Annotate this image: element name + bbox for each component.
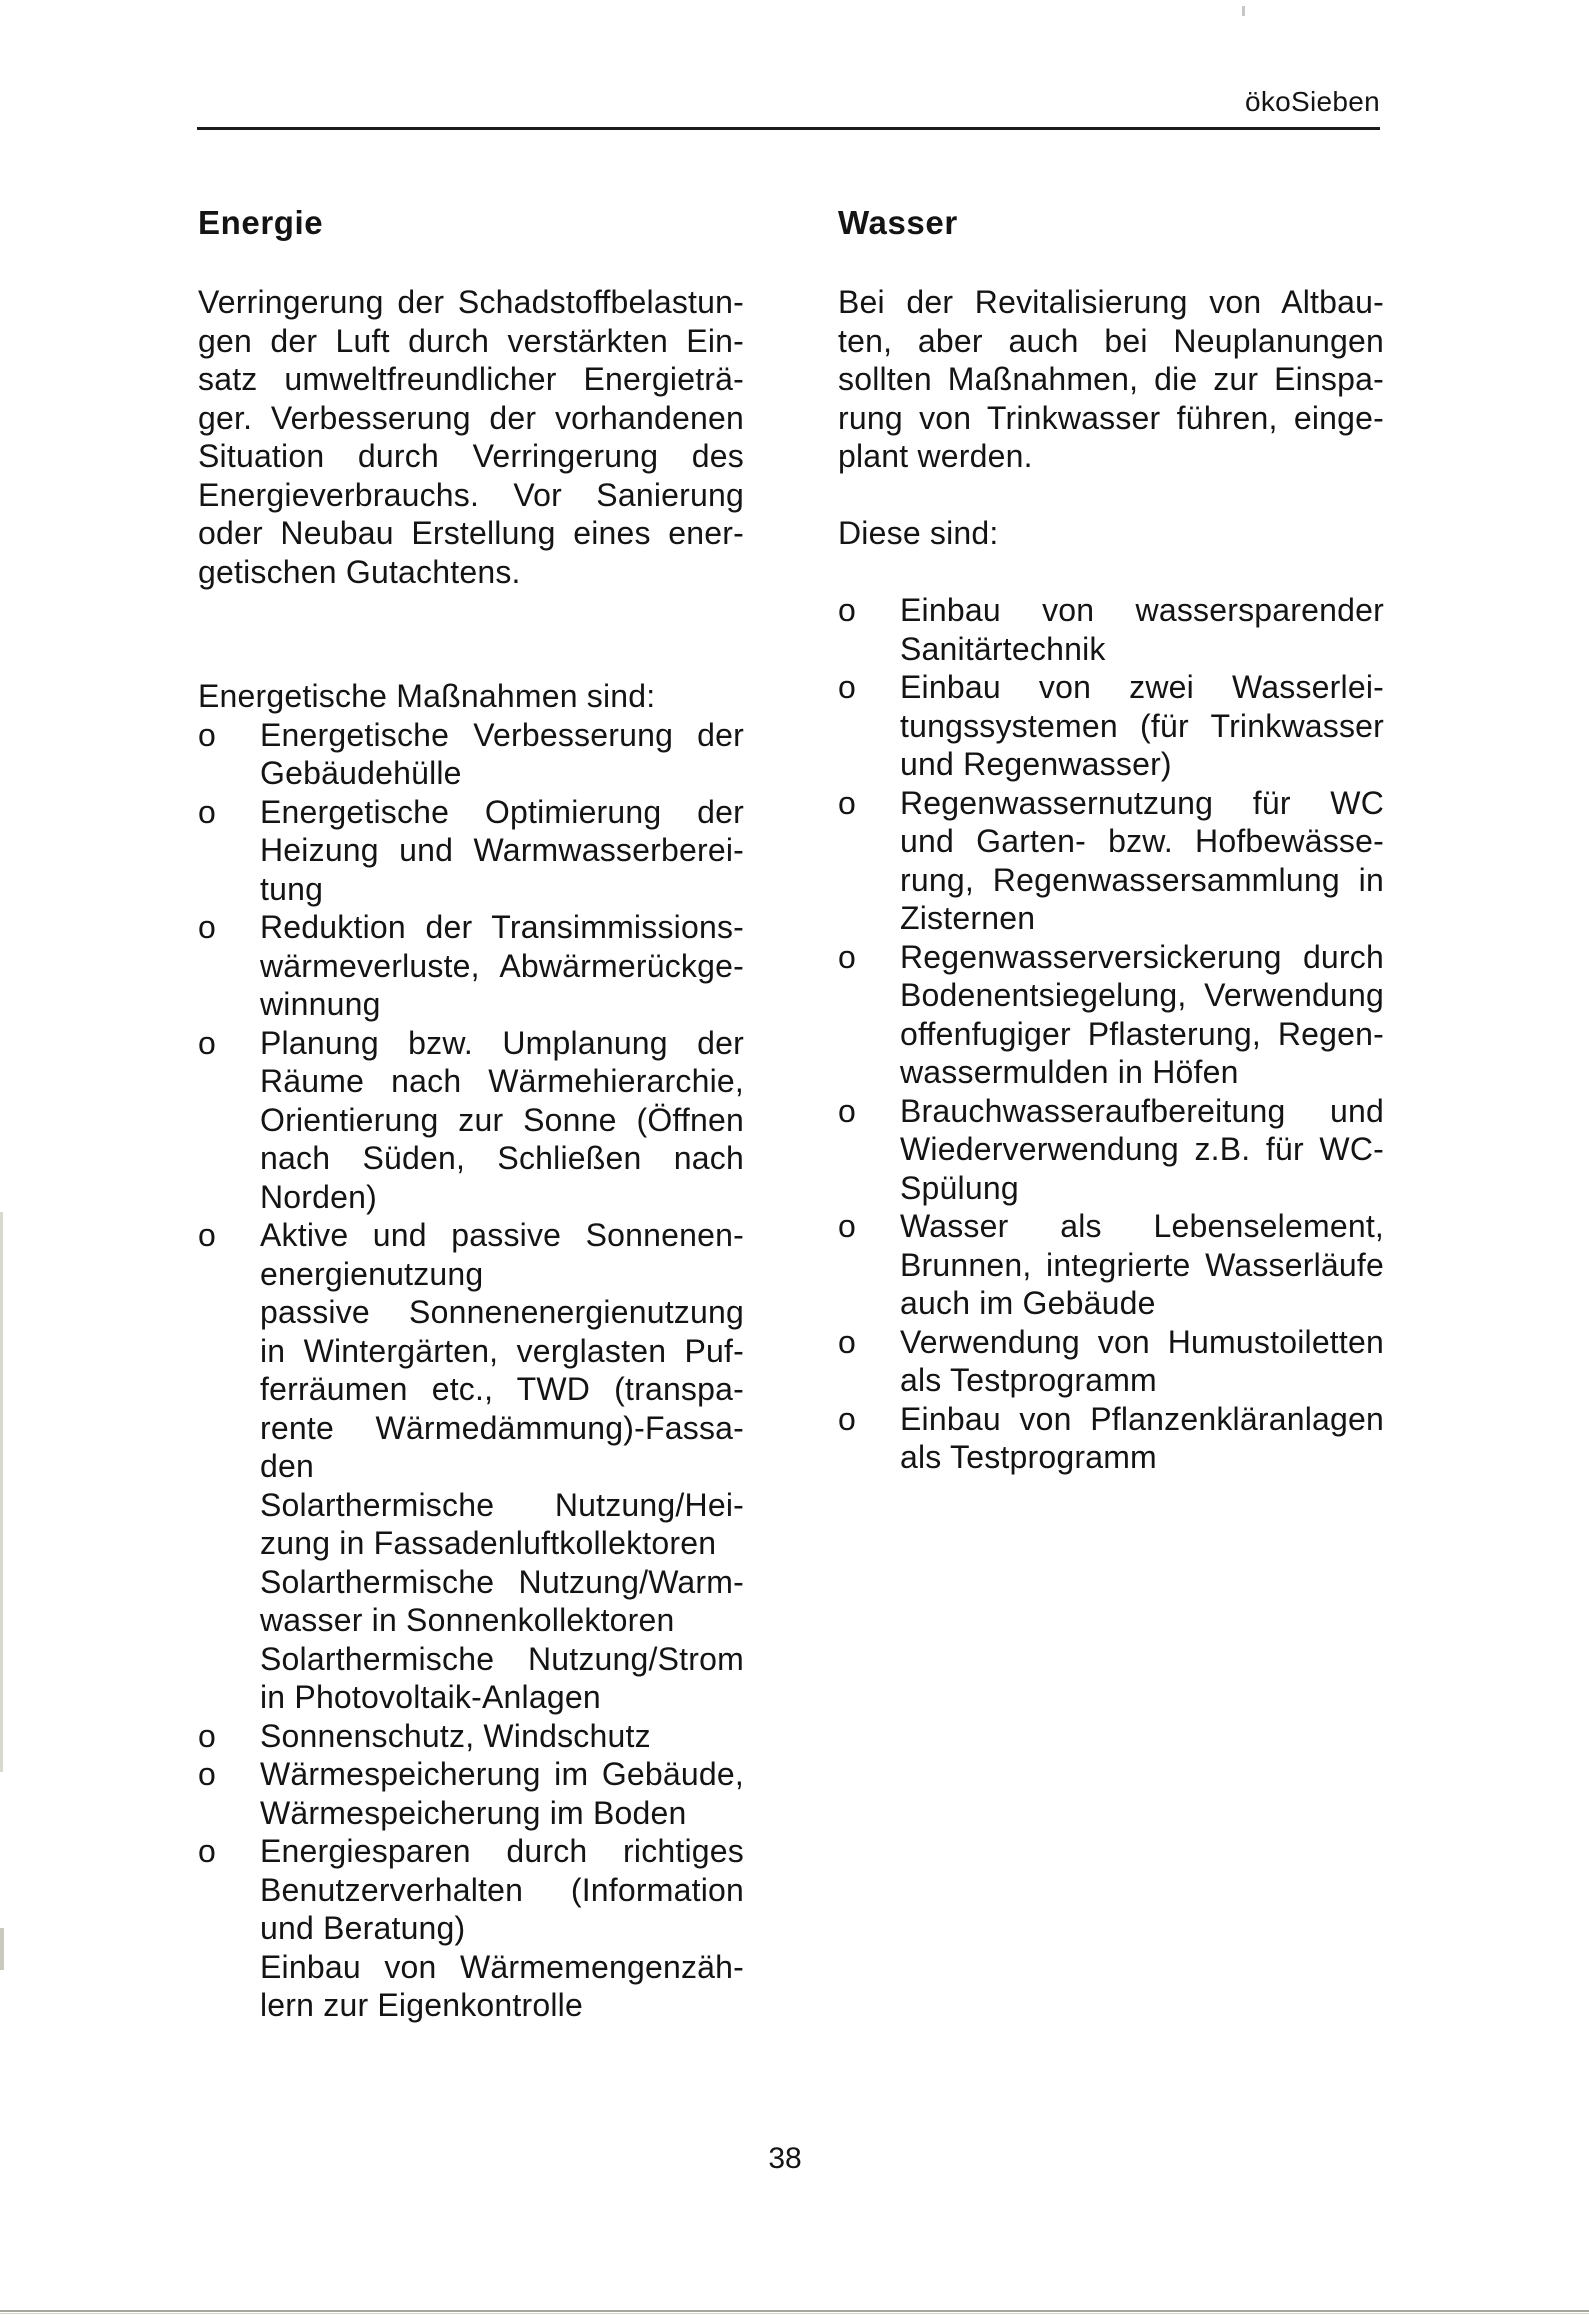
list-item xyxy=(838,1400,1384,1477)
text-line: Energetische Optimierung der xyxy=(260,793,744,830)
list-bullet: o xyxy=(198,909,216,945)
text-line: Brunnen, integrierte Wasserläufe xyxy=(900,1246,1384,1283)
paragraph xyxy=(198,283,744,591)
text-line: als Testprogramm xyxy=(900,1362,1157,1398)
text-line: winnung xyxy=(260,986,381,1022)
text-line: rung von Trinkwasser führen, einge- xyxy=(838,399,1384,436)
text-line: Energiesparen durch richtiges xyxy=(260,1833,744,1869)
list-item xyxy=(198,716,744,793)
list-bullet: o xyxy=(198,1833,216,1869)
text-line: Solarthermische Nutzung/Hei- xyxy=(260,1486,744,1523)
text-line: und Beratung) xyxy=(260,1910,466,1946)
list-item xyxy=(198,1024,744,1217)
text-line: Wasser als Lebenselement, xyxy=(900,1208,1384,1244)
text-line: Situation durch Verringerung des xyxy=(198,438,744,474)
text-line: passive Sonnenenergienutzung xyxy=(260,1294,744,1330)
text-line: Spülung xyxy=(900,1169,1019,1206)
text-line: nach Süden, Schließen nach xyxy=(260,1140,744,1176)
text-line: Solarthermische Nutzung/Strom xyxy=(260,1640,744,1677)
text-line: satz umweltfreundlicher Energieträ- xyxy=(198,361,744,397)
text-line: Reduktion der Transimmissions- xyxy=(260,909,744,945)
text-line: ten, aber auch bei Neuplanungen xyxy=(838,322,1384,359)
text-line: Aktive und passive Sonnenen- xyxy=(260,1217,744,1253)
list-bullet: o xyxy=(838,1092,856,1129)
list-bullet: o xyxy=(198,1024,216,1061)
text-line: rente Wärmedämmung)-Fassa- xyxy=(260,1409,744,1446)
text-line: tung xyxy=(260,870,324,907)
text-line: ferräumen etc., TWD (transpa- xyxy=(260,1371,744,1407)
text-line: Verringerung der Schadstoffbelastun- xyxy=(198,284,744,320)
column-heading-energie: Energie xyxy=(198,204,324,241)
text-line: Einbau von wassersparender xyxy=(900,592,1384,628)
text-line: Diese sind: xyxy=(838,515,999,551)
scan-artifact-left-edge-2 xyxy=(0,1928,4,1970)
text-line: Zisternen xyxy=(900,900,1036,936)
paragraph xyxy=(198,677,744,716)
text-line: getischen Gutachtens. xyxy=(198,553,521,590)
text-line: zung in Fassadenluftkollektoren xyxy=(260,1525,717,1561)
text-line: Brauchwasseraufbereitung und xyxy=(900,1092,1384,1129)
text-line: Einbau von zwei Wasserlei- xyxy=(900,669,1384,705)
list-bullet: o xyxy=(838,784,856,821)
text-line: lern zur Eigenkontrolle xyxy=(260,1987,583,2023)
text-line: Regenwassernutzung für WC xyxy=(900,784,1384,821)
column-energie xyxy=(198,203,744,2025)
list-bullet: o xyxy=(838,592,856,628)
list-bullet: o xyxy=(838,938,856,975)
header-rule xyxy=(197,127,1380,130)
page-number: 38 xyxy=(768,2142,802,2175)
text-line: wassermulden in Höfen xyxy=(900,1054,1239,1090)
text-line: Wärmespeicherung im Boden xyxy=(260,1794,687,1831)
list-bullet: o xyxy=(198,1217,216,1253)
text-line: Energetische Maßnahmen sind: xyxy=(198,678,656,714)
list-bullet: o xyxy=(198,716,216,753)
text-line: Benutzerverhalten (Information xyxy=(260,1871,744,1908)
column-wasser-blocks xyxy=(838,283,1384,1477)
text-line: Sanitärtechnik xyxy=(900,630,1106,667)
list-bullet: o xyxy=(198,793,216,830)
text-line: Norden) xyxy=(260,1178,378,1215)
text-line: rung, Regenwassersammlung in xyxy=(900,861,1384,898)
text-line: Wärmespeicherung im Gebäude, xyxy=(260,1756,744,1792)
text-line: auch im Gebäude xyxy=(900,1285,1156,1321)
list-item xyxy=(198,908,744,1024)
text-line: in Wintergärten, verglasten Puf- xyxy=(260,1332,744,1369)
text-line: als Testprogramm xyxy=(900,1439,1157,1475)
column-wasser xyxy=(838,203,1384,1477)
text-line: und Regenwasser) xyxy=(900,746,1172,782)
text-line: Solarthermische Nutzung/Warm- xyxy=(260,1563,744,1600)
list-item xyxy=(198,1717,744,1756)
scan-artifact-bottom-edge xyxy=(0,2310,1589,2312)
scan-artifact-left-edge xyxy=(0,1212,3,1772)
list-item xyxy=(198,1832,744,2025)
text-line: sollten Maßnahmen, die zur Einspa- xyxy=(838,361,1384,397)
text-line: Gebäudehülle xyxy=(260,755,462,791)
text-line: Bei der Revitalisierung von Altbau- xyxy=(838,284,1384,320)
text-line: Einbau von Pflanzenkläranlagen xyxy=(900,1400,1384,1437)
text-line: Energetische Verbesserung der xyxy=(260,716,744,753)
text-line: in Photovoltaik-Anlagen xyxy=(260,1679,601,1715)
text-line: Energieverbrauchs. Vor Sanierung xyxy=(198,476,744,513)
text-line: offenfugiger Pflasterung, Regen- xyxy=(900,1015,1384,1052)
list-bullet: o xyxy=(198,1717,216,1754)
text-line: tungssystemen (für Trinkwasser xyxy=(900,707,1384,744)
text-line: Orientierung zur Sonne (Öffnen xyxy=(260,1101,744,1138)
list-item xyxy=(198,793,744,909)
scan-artifact-bottom-edge-2 xyxy=(0,2313,1589,2314)
list-item xyxy=(838,1207,1384,1323)
list-bullet: o xyxy=(838,669,856,705)
text-line: wasser in Sonnenkollektoren xyxy=(260,1602,675,1638)
list-item xyxy=(838,668,1384,784)
text-line: Einbau von Wärmemengenzäh- xyxy=(260,1948,744,1985)
text-line: plant werden. xyxy=(838,438,1033,474)
paragraph xyxy=(838,283,1384,476)
list-item xyxy=(838,1323,1384,1400)
list-bullet: o xyxy=(838,1323,856,1360)
text-line: energienutzung xyxy=(260,1255,484,1292)
list-item xyxy=(838,784,1384,938)
text-line: ger. Verbesserung der vorhandenen xyxy=(198,399,744,436)
text-line: Heizung und Warmwasserberei- xyxy=(260,832,744,868)
list-item xyxy=(838,1092,1384,1208)
text-line: und Garten- bzw. Hofbewässe- xyxy=(900,823,1384,859)
column-heading-wasser: Wasser xyxy=(838,204,958,241)
text-line: gen der Luft durch verstärkten Ein- xyxy=(198,322,744,359)
text-line: Sonnenschutz, Windschutz xyxy=(260,1717,651,1754)
paragraph xyxy=(838,514,1384,553)
text-line: Planung bzw. Umplanung der xyxy=(260,1024,744,1061)
list-item xyxy=(198,1755,744,1832)
list-item xyxy=(838,938,1384,1092)
list-item xyxy=(838,591,1384,668)
text-line: Regenwasserversickerung durch xyxy=(900,938,1384,975)
text-line: Räume nach Wärmehierarchie, xyxy=(260,1063,744,1099)
text-line: Bodenentsiegelung, Verwendung xyxy=(900,977,1384,1013)
text-line: Verwendung von Humustoiletten xyxy=(900,1323,1384,1360)
text-line: wärmeverluste, Abwärmerückge- xyxy=(260,947,744,984)
column-energie-blocks xyxy=(198,283,744,2025)
text-line: oder Neubau Erstellung eines ener- xyxy=(198,515,744,551)
list-bullet: o xyxy=(198,1756,216,1792)
list-bullet: o xyxy=(838,1208,856,1244)
list-bullet: o xyxy=(838,1400,856,1437)
text-line: den xyxy=(260,1448,314,1484)
list-item xyxy=(198,1216,744,1717)
scan-artifact-top-speck xyxy=(1242,6,1245,16)
text-line: Wiederverwendung z.B. für WC- xyxy=(900,1131,1384,1167)
brand-text: ökoSieben xyxy=(1244,86,1380,117)
